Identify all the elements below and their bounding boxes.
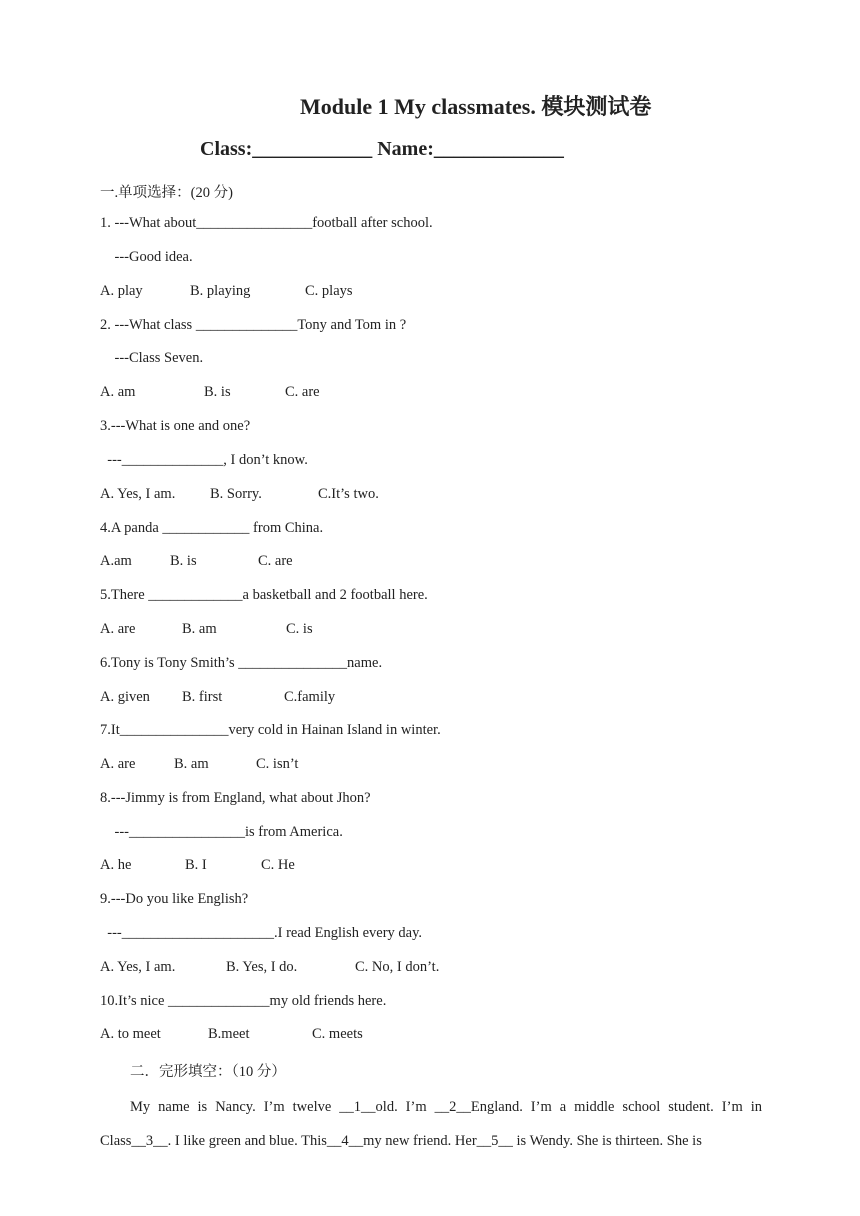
question-line: 5.There _____________a basketball and 2 football here.	[100, 587, 428, 603]
option-b: B. playing	[190, 283, 251, 299]
option-c: C. meets	[312, 1026, 363, 1042]
option-a: A. are	[100, 756, 136, 772]
class-name-line: Class:____________ Name:_____________	[200, 138, 564, 160]
question-line: 4.A panda ____________ from China.	[100, 520, 324, 536]
section-heading: 一.单项选择：(20 分)	[100, 185, 233, 201]
option-c: C. isn’t	[256, 756, 299, 772]
question-line: ---______________, I don’t know.	[100, 452, 308, 468]
option-a: A. Yes, I am.	[100, 486, 176, 502]
page-title: Module 1 My classmates. 模块测试卷	[300, 94, 652, 119]
option-a: A. to meet	[100, 1026, 161, 1042]
option-a: A. are	[100, 621, 136, 637]
option-c: C. He	[261, 857, 295, 873]
option-b: B.meet	[208, 1026, 250, 1042]
option-a: A. he	[100, 857, 132, 873]
question-line: ---_____________________.I read English every day.	[100, 925, 423, 941]
section-heading: 二．完形填空：（10 分）	[130, 1064, 286, 1080]
question-line: ---Good idea.	[100, 249, 193, 265]
option-c: C. are	[285, 384, 320, 400]
question-line: 9.---Do you like English?	[100, 891, 249, 907]
option-b: B. I	[185, 857, 207, 873]
option-a: A.am	[100, 553, 132, 569]
option-c: C.It’s two.	[318, 486, 379, 502]
question-line: 1. ---What about________________football after school.	[100, 215, 433, 231]
option-c: C. plays	[305, 283, 353, 299]
option-b: B. is	[170, 553, 197, 569]
option-a: A. am	[100, 384, 136, 400]
option-a: A. given	[100, 689, 150, 705]
question-line: 8.---Jimmy is from England, what about Jhon?	[100, 790, 371, 806]
option-b: B. Sorry.	[210, 486, 262, 502]
question-line: ---________________is from America.	[100, 824, 343, 840]
question-line: 3.---What is one and one?	[100, 418, 251, 434]
option-b: B. Yes, I do.	[226, 959, 298, 975]
option-c: C.family	[284, 689, 336, 705]
option-b: B. is	[204, 384, 231, 400]
option-c: C. No, I don’t.	[355, 959, 440, 975]
option-c: C. is	[286, 621, 313, 637]
question-line: 6.Tony is Tony Smith’s _______________name.	[100, 655, 383, 671]
option-b: B. am	[182, 621, 217, 637]
option-a: A. play	[100, 283, 143, 299]
option-c: C. are	[258, 553, 293, 569]
question-line: ---Class Seven.	[100, 350, 204, 366]
question-line: 7.It_______________very cold in Hainan Island in winter.	[100, 722, 441, 738]
option-b: B. first	[182, 689, 223, 705]
option-a: A. Yes, I am.	[100, 959, 176, 975]
option-b: B. am	[174, 756, 209, 772]
question-line: 2. ---What class ______________Tony and Tom in ?	[100, 317, 407, 333]
question-line: 10.It’s nice ______________my old friends here.	[100, 993, 387, 1009]
cloze-paragraph: My name is Nancy. I’m twelve __1__old. I’m __2__England. I’m a middle school student. I’m in Class__3__. I like green and blue. This__4__my new friend. Her__5__ is Wendy. She is thirteen. She is	[100, 1099, 762, 1149]
